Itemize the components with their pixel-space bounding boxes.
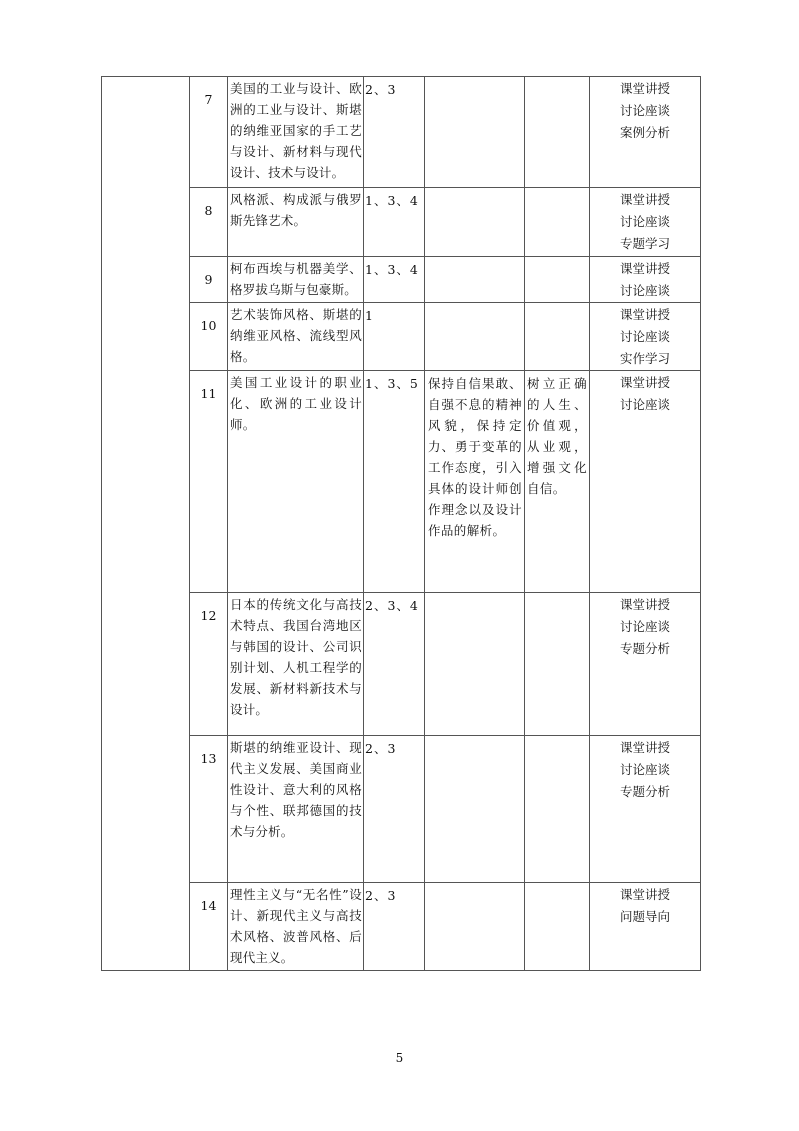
teaching-content: 风格派、构成派与俄罗斯先锋艺术。 bbox=[228, 188, 364, 257]
objectives-cell: 2、3 bbox=[364, 77, 425, 188]
page-number: 5 bbox=[395, 1051, 404, 1065]
teaching-content: 美国的工业与设计、欧洲的工业与设计、斯堪的纳维亚国家的手工艺与设计、新材料与现代设计、技术与设计。 bbox=[228, 77, 364, 188]
method-item: 专题学习 bbox=[619, 236, 670, 251]
method-item: 课堂讲授 bbox=[619, 192, 670, 207]
method-item: 讨论座谈 bbox=[619, 762, 670, 777]
course-schedule-table bbox=[101, 76, 701, 971]
method-item: 课堂讲授 bbox=[619, 375, 670, 390]
table-row bbox=[102, 371, 701, 593]
teaching-content: 斯堪的纳维亚设计、现代主义发展、美国商业性设计、意大利的风格与个性、联邦德国的技术与分析。 bbox=[228, 736, 364, 883]
table-row bbox=[102, 736, 701, 883]
method-item: 讨论座谈 bbox=[619, 283, 670, 298]
table-row bbox=[102, 188, 701, 257]
method-item: 讨论座谈 bbox=[619, 103, 670, 118]
objectives-cell: 2、3 bbox=[364, 736, 425, 883]
teaching-methods bbox=[590, 188, 701, 257]
table-row bbox=[102, 883, 701, 971]
ideological-cell bbox=[425, 303, 525, 371]
objectives-cell: 1 bbox=[364, 303, 425, 371]
table-row bbox=[102, 593, 701, 736]
goal-cell bbox=[525, 188, 590, 257]
method-item: 实作学习 bbox=[619, 351, 670, 366]
row-number: 13 bbox=[190, 736, 228, 883]
merged-category-cell bbox=[102, 77, 190, 971]
row-number: 14 bbox=[190, 883, 228, 971]
table-row bbox=[102, 303, 701, 371]
method-item: 讨论座谈 bbox=[619, 397, 670, 412]
row-number: 9 bbox=[190, 257, 228, 303]
teaching-content: 美国工业设计的职业化、欧洲的工业设计师。 bbox=[228, 371, 364, 593]
table-row bbox=[102, 77, 701, 188]
teaching-methods bbox=[590, 371, 701, 593]
teaching-content: 理性主义与“无名性”设计、新现代主义与高技术风格、波普风格、后现代主义。 bbox=[228, 883, 364, 971]
ideological-cell: 保持自信果敢、自强不息的精神风貌，保持定力、勇于变革的工作态度，引入具体的设计师创作理念以及设计作品的解析。 bbox=[425, 371, 525, 593]
teaching-methods bbox=[590, 257, 701, 303]
goal-cell: 树立正确的人生、价值观，从业观，增强文化自信。 bbox=[525, 371, 590, 593]
method-item: 课堂讲授 bbox=[619, 307, 670, 322]
objectives-cell: 2、3、4 bbox=[364, 593, 425, 736]
teaching-methods bbox=[590, 593, 701, 736]
method-item: 课堂讲授 bbox=[619, 81, 670, 96]
method-item: 讨论座谈 bbox=[619, 214, 670, 229]
method-item: 专题分析 bbox=[619, 641, 670, 656]
method-item: 案例分析 bbox=[619, 125, 670, 140]
goal-cell bbox=[525, 883, 590, 971]
teaching-content: 柯布西埃与机器美学、格罗拔乌斯与包豪斯。 bbox=[228, 257, 364, 303]
row-number: 11 bbox=[190, 371, 228, 593]
row-number: 7 bbox=[190, 77, 228, 188]
objectives-cell: 2、3 bbox=[364, 883, 425, 971]
method-item: 问题导向 bbox=[619, 909, 670, 924]
teaching-methods bbox=[590, 883, 701, 971]
teaching-methods bbox=[590, 736, 701, 883]
ideological-cell bbox=[425, 883, 525, 971]
objectives-cell: 1、3、4 bbox=[364, 257, 425, 303]
objectives-cell: 1、3、4 bbox=[364, 188, 425, 257]
method-item: 课堂讲授 bbox=[619, 887, 670, 902]
ideological-cell bbox=[425, 257, 525, 303]
method-item: 课堂讲授 bbox=[619, 740, 670, 755]
ideological-cell bbox=[425, 736, 525, 883]
teaching-methods bbox=[590, 303, 701, 371]
teaching-content: 日本的传统文化与高技术特点、我国台湾地区与韩国的设计、公司识别计划、人机工程学的发展、新材料新技术与设计。 bbox=[228, 593, 364, 736]
goal-cell bbox=[525, 257, 590, 303]
method-item: 专题分析 bbox=[619, 784, 670, 799]
objectives-cell: 1、3、5 bbox=[364, 371, 425, 593]
method-item: 课堂讲授 bbox=[619, 597, 670, 612]
row-number: 12 bbox=[190, 593, 228, 736]
ideological-cell bbox=[425, 593, 525, 736]
ideological-cell bbox=[425, 77, 525, 188]
goal-cell bbox=[525, 736, 590, 883]
goal-cell bbox=[525, 303, 590, 371]
method-item: 讨论座谈 bbox=[619, 329, 670, 344]
row-number: 8 bbox=[190, 188, 228, 257]
method-item: 讨论座谈 bbox=[619, 619, 670, 634]
goal-cell bbox=[525, 593, 590, 736]
teaching-content: 艺术装饰风格、斯堪的纳维亚风格、流线型风格。 bbox=[228, 303, 364, 371]
row-number: 10 bbox=[190, 303, 228, 371]
method-item: 课堂讲授 bbox=[619, 261, 670, 276]
goal-cell bbox=[525, 77, 590, 188]
ideological-cell bbox=[425, 188, 525, 257]
table-row bbox=[102, 257, 701, 303]
teaching-methods bbox=[590, 77, 701, 188]
